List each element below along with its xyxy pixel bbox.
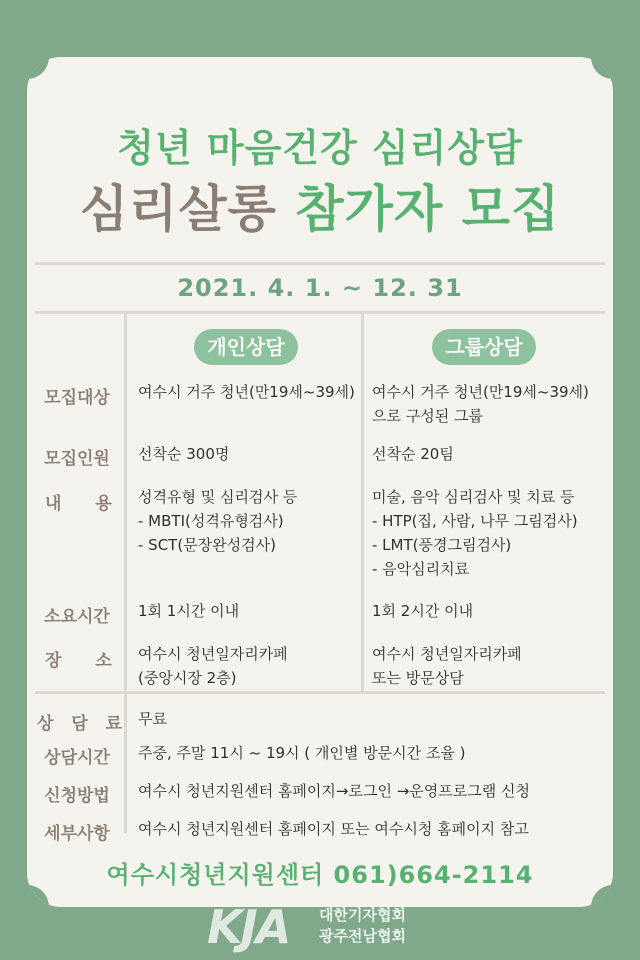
target-group: 여수시 거주 청년(만19세~39세) 으로 구성된 그룹 [372,383,589,425]
row-label-duration: 소요시간 [44,607,110,627]
poster-card [27,57,613,907]
info-label-details: 세부사항 [44,824,110,844]
title-line-1: 청년 마음건강 심리상담 [117,126,523,170]
divider [35,262,605,265]
column-divider [361,313,364,691]
row-label-capacity: 모집인원 [44,449,110,469]
capacity-individual: 선착순 300명 [138,445,230,463]
column-divider [124,313,127,833]
watermark-line-1: 대한기자협회 [319,906,406,924]
place-individual: 여수시 청년일자리카페 (중앙시장 2층) [138,645,288,687]
info-label-hours: 상담시간 [44,748,110,768]
duration-individual: 1회 1시간 이내 [138,602,240,620]
watermark [207,900,447,952]
row-label-target: 모집대상 [44,388,110,408]
divider [35,311,605,314]
content-group: 미술, 음악 심리검사 및 치료 등 - HTP(집, 사람, 나무 그림검사) - LMT(풍경그림검사) - 음악심리치료 [372,488,578,578]
info-fee-value: 무료 [138,710,167,728]
date-range: 2021. 4. 1. ~ 12. 31 [177,274,463,302]
divider [35,691,605,694]
place-group: 여수시 청년일자리카페 또는 방문상담 [372,645,522,687]
group-counseling-header: 그룹상담 [432,329,536,365]
title-line-2 [27,169,613,241]
info-label-apply: 신청방법 [44,786,110,806]
watermark-line-2: 광주전남협회 [319,927,406,945]
capacity-group: 선착순 20팀 [372,445,454,463]
target-individual: 여수시 거주 청년(만19세~39세) [138,383,355,401]
info-label-fee: 상 담 료 [37,714,129,734]
row-label-place: 장 소 [45,651,126,671]
duration-group: 1회 2시간 이내 [372,602,474,620]
title-salon: 심리살롱 [79,180,277,238]
content-individual: 성격유형 및 심리검사 등 - MBTI(성격유형검사) - SCT(문장완성검사) [138,488,298,554]
individual-counseling-header: 개인상담 [194,329,298,365]
title-recruit: 참가자 모집 [295,180,561,238]
info-hours-value: 주중, 주말 11시 ~ 19시 ( 개인별 방문시간 조율 ) [138,744,466,762]
info-details-value: 여수시 청년지원센터 홈페이지 또는 여수시청 홈페이지 참고 [138,820,529,838]
kja-logo: KJA [207,900,290,954]
row-label-content: 내 용 [45,494,126,514]
contact-footer: 여수시청년지원센터 061)664-2114 [106,861,534,889]
info-apply-value: 여수시 청년지원센터 홈페이지→로그인 →운영프로그램 신청 [138,782,530,800]
